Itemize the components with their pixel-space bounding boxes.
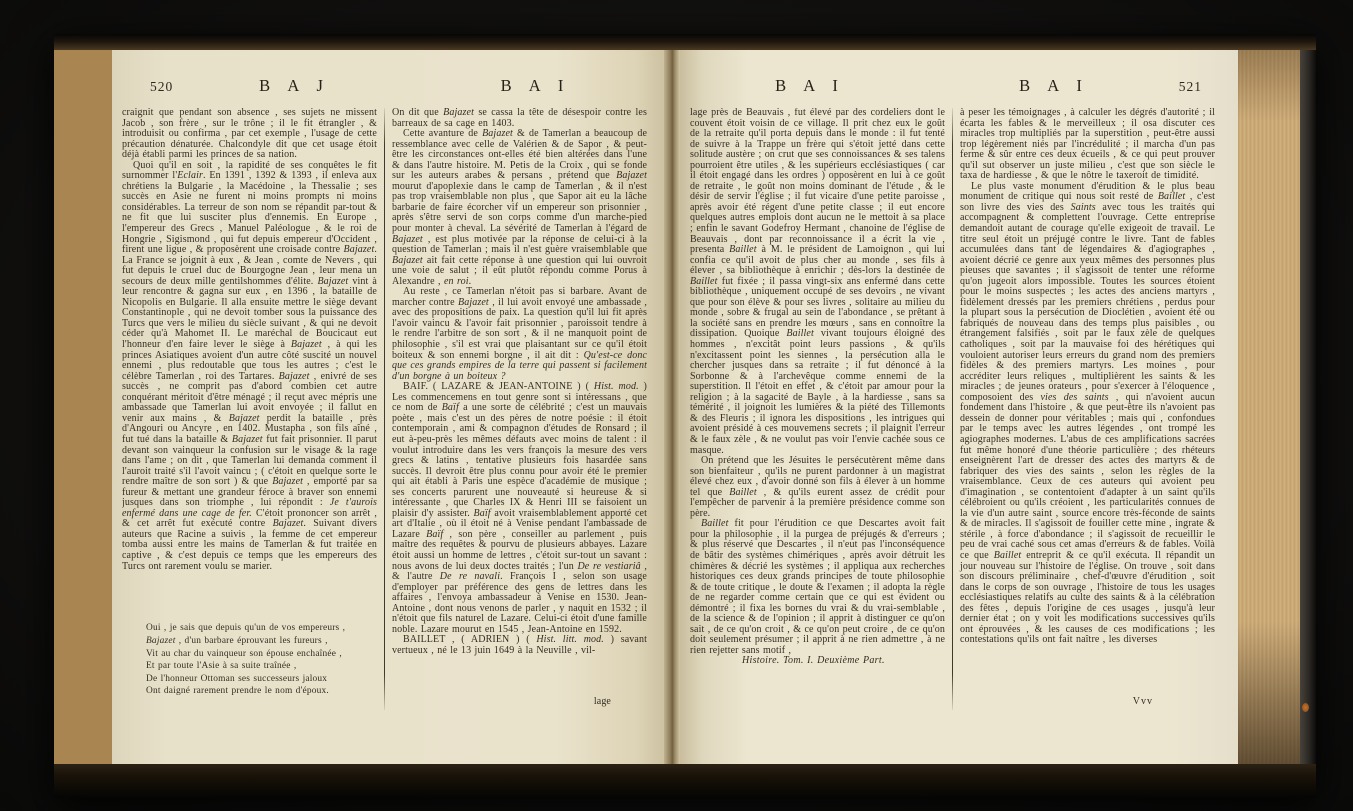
book-gutter: [664, 50, 680, 764]
verse-quotation: [122, 622, 377, 698]
running-head-bai: B A I: [500, 76, 571, 95]
text-columns: [122, 108, 654, 710]
running-head-bai-left: B A I: [775, 76, 845, 95]
column-2: [953, 108, 1215, 710]
verse-line: Et par toute l'Asie à sa suite traînée ,: [146, 661, 297, 672]
paragraph: BAIF. ( LAZARE & JEAN-ANTOINE ) ( Hist. mod. ) Les commencemens en tout genre sont si intéressans , que ce nom de Baïf a une sorte de célébrité ; c'est un mauvais poète , mais c'est un des pères de notre poésie : il étoit contemporain , ami & compagnon d'études de Ronsard ; il eut à-peu-près les mêmes défauts avec moins de talent : il voulut introduire dans les vers françois la mesure des vers grecs & latins , tentative plusieurs fois hasardée sans succès. Il devroit être plus connu pour avoir été le premier qui ait établi à Paris une espèce d'académie de musique ; ses concerts parurent une nouveauté si heureuse & si intéressante , que Charles IX & Henri III se faisoient un plaisir d'y assister. Baïf avoit vraisemblablement apporté cet art d'Italie , où il étoit né à Venise pendant l'ambassade de Lazare Baïf , son père , conseiller au parlement , puis maître des requêtes & pourvu de plusieurs abbayes. Lazare étoit aussi un homme de lettres , c'étoit sur-tout un savant : nous avons de lui deux doctes traités ; l'un De re vestiariâ , & l'autre De re navali. François I , selon son usage d'employer par préférence des gens de lettres dans les affaires , l'envoya ambassadeur à Venise en 1530. Jean-Antoine , dont nous venons de parler , y naquit en 1532 ; il n'étoit que fils naturel de Lazare. Celui-ci étoit d'une famille noble. Lazare mourut en 1545 , Jean-Antoine en 1592.: [392, 381, 647, 635]
verse-line: Oui , je sais que depuis qu'un de vos empereurs ,: [146, 623, 346, 634]
verse-line: Vit au char du vainqueur son épouse enchaînée ,: [146, 648, 342, 659]
book-top-cover-edge: [54, 34, 1316, 50]
paragraph: On dit que Bajazet se cassa la tête de désespoir contre les barreaux de sa cage en 1403.: [392, 108, 647, 129]
running-head-baj: B A J: [259, 76, 330, 95]
back-cover-edge: [1300, 50, 1316, 764]
gathering-signature: Vvv: [1132, 696, 1153, 707]
paragraph: Le plus vaste monument d'érudition & le plus beau monument de critique qui nous soit resté de Baillet , c'est son livre des vies des Saints avec tous les traités qui accompagnent & complettent l'ouvrage. Cette entreprise demandoit autant de courage qu'elle exigeoit de travail. Le titre seul étoit un préjugé contre le livre. Tant de fables accumulées dans tant de légendaires & d'agiographes , avoient décrié ce genre aux yeux mêmes des personnes plus pieuses que savantes ; il s'agissoit de tenter une réforme qu'on jugeoit alors impossible. Toutes les sources étoient pour le moins suspectes ; les actes des anciens martyrs , fidèlement dressés par les premiers chrétiens , perdus pour la plupart sous la persécution de Dioclétien , avoient été ou fabriqués de nouveau dans des temps plus paisibles , ou étrangement falsifiés , soit par le faux zèle de quelques catholiques , soit par la mauvaise foi des hérétiques qui vouloient autoriser leurs erreurs du grand nom des premiers fidèles & des premiers martyrs. Les moines , pour accréditer leurs reliques , multiplièrent les saints & les miracles ; de jeunes orateurs , pour s'exercer à l'éloquence , composoient des vies des saints , qui n'avoient aucun fondement dans l'histoire , & que peut-être ils n'avoient pas dessein de donner pour véritables ; mais qui , confondues par le temps avec les autres légendes , ont trompé les agiographes modernes. L'abus de ces amplifications sacrées fut même honoré d'une théorie particulière ; des rhéteurs enseignèrent l'art de dresser des actes des martyrs & de fabriquer des vies des saints , selon les règles de la vraisemblance. Ceux de ces auteurs qui avoient peu d'imagination , se contentoient d'adapter à un saint qu'ils célébroient ou qu'ils créoient , les particularités connues de la vie d'un autre saint , source encore très-féconde de saints & de miracles. Il s'agissoit de fouiller cette mine , ingrate & stérile , à force d'abondance ; il s'agissoit de recueillir le peu de vrai caché sous cet amas d'erreurs & de fables. Voilà ce que Baillet entreprit & ce qu'il exécuta. Il répandit un jour nouveau sur l'histoire de l'église. On trouve , soit dans son discours préliminaire , chef-d'œuvre d'érudition , soit dans le corps de son ouvrage , l'histoire de tous les usages ecclésiastiques relatifs au culte des saints & à la célébration des fêtes , depuis l'origine de ces usages , jusqu'à leur dernier état ; on y voit les modifications successives qu'ils ont éprouvées , & les causes de ces modifications ; les contestations qu'ils ont fait naître , les diverses: [960, 180, 1215, 646]
paragraph: Au reste , ce Tamerlan n'étoit pas si barbare. Avant de marcher contre Bajazet , il lui avoit envoyé une ambassade , avec des propositions de paix. La question qu'il lui fit après l'avoir vaincu & l'avoir fait prisonnier , paroissoit tendre à le rendre l'arbitre de son sort , & il ne manquoit point de philosophie , s'il est vrai que plaisantant sur ce qu'il étoit boiteux & son ennemi borgne , il ait dit : Qu'est-ce donc que ces grands empires de la terre qui passent si facilement d'un borgne à un boiteux ?: [392, 286, 647, 382]
page-520: [112, 50, 664, 764]
running-head-bai-right: B A I: [1019, 76, 1089, 95]
catchword: lage: [593, 696, 611, 707]
book-bottom-shadow: [54, 764, 1316, 798]
column-text: [690, 108, 945, 667]
left-page-stack-fore-edge: [54, 50, 112, 764]
binding-speck: [1302, 703, 1309, 712]
running-head-row: [122, 76, 654, 106]
paragraph: Cette avanture de Bajazet & de Tamerlan a beaucoup de ressemblance avec celle de Valérien & de Sapor , & peut-être les circonstances ont-elles été bien altérées dans l'une & dans l'autre histoire. M. Petis de la Croix , qui se fonde sur les auteurs arabes & persans , prétend que Bajazet mourut d'apoplexie dans le camp de Tamerlan , & il n'est pas trop vraisemblable non plus , que Sapor ait eu la lâche barbarie de faire écorcher vif un empereur son prisonnier , après s'être servi de son corps comme d'un marche-pied pour monter à cheval. La sévérité de Tamerlan à l'égard de Bajazet , est plus motivée par la réponse de celui-ci à la question de Tamerlan ; mais il n'est guère vraisemblable que Bajazet ait fait cette réponse à une question qui lui ouvroit une voie de salut ; il eût plutôt répondu comme Porus à Alexandre , en roi.: [392, 128, 647, 287]
paragraph: Histoire. Tom. I. Deuxième Part.: [742, 655, 885, 667]
paragraph: lage près de Beauvais , fut élevé par des cordeliers dont le couvent étoit voisin de ce village. Il prit chez eux le goût de la retraite qu'il porta depuis dans le monde : il fut tenté de suivre à la Trappe un frère qui s'étoit jetté dans cette solitude austère ; on crut que ses connoissances & ses talens pourroient être utiles , & les supérieurs ecclésiastiques ( car il étoit engagé dans les ordres ) opposèrent en lui à ce goût de retraite , le goût non moins dominant de l'étude , & le désir de servir l'église ; il fut vicaire d'une petite paroisse , après avoir été régent d'une petite classe ; il eut encore quelques autres emplois dont aucun ne le mettoit à sa place ; enfin le savant Godefroy Hermant , chanoine de l'église de Beauvais , dont par reconnoissance il a écrit la vie , presenta Baillet à M. le président de Lamoignon , qui lui confia ce qu'il avoit de plus cher au monde , ses fils à élever , sa bibliothèque à enrichir ; dès-lors la destinée de Baillet fut fixée ; il passa vingt-six ans enfermé dans cette bibliothèque , uniquement occupé de ses devoirs , ne vivant que pour son élève & pour ses livres , solitaire au milieu du monde , sobre & frugal au sein de l'abondance , se prêtant à la société sans en prendre les mœurs , sans en connoître la dissipation. Quoique Baillet vivant toujours éloigné des hommes , n'excitât point leurs passions , & qu'ils n'excitassent point les siennes , la persécution alla le chercher jusques dans sa retraite ; il fut dénoncé à la Sorbonne & à l'archevêque comme ennemi de la superstition. Il l'étoit en effet , & c'étoit par amour pour la religion ; à la sagacité de Bayle , à la hardiesse , sans sa témérité , il joignoit les lumières & la piété des Tillemonts & des Fleuris ; il ignora les dispositions , les intrigues qui avoient présidé à ces mouvemens secrets ; il plaignit l'erreur & le faux zèle , & ne voulut pas voir l'envie cachée sous ce masque.: [690, 108, 945, 456]
column-text: [392, 108, 647, 656]
verse-line: Ont daigné rarement prendre le nom d'époux.: [146, 686, 329, 697]
paragraph: BAILLET , ( ADRIEN ) ( Hist. litt. mod. ) savant vertueux , né le 13 juin 1649 à la Neuville , vil-: [392, 634, 647, 656]
text-columns: [690, 108, 1228, 710]
page-521: [680, 50, 1238, 764]
right-page-stack-fore-edge: [1238, 50, 1300, 764]
column-2: [385, 108, 647, 710]
running-head-row: [690, 76, 1228, 106]
column-text: [122, 108, 377, 572]
paragraph: craignit que pendant son absence , ses sujets ne missent Jacob , son frère , sur le trône ; il le fit étrangler , & introduisit ou confirma , par cet exemple , l'usage de cette précaution dénaturée. Chalcondyle dit que cet usage étoit déjà établi parmi les princes de sa nation.: [122, 108, 377, 161]
paragraph: On prétend que les Jésuites le persécutèrent même dans son bienfaiteur , qu'ils ne purent pardonner à un magistrat élevé chez eux , d'avoir donné son fils à élever à un homme tel que Baillet , & qu'ils eurent assez de crédit pour l'empêcher de parvenir à la première présidence comme son père.: [690, 455, 945, 519]
open-book: [54, 34, 1316, 798]
column-text: [960, 108, 1215, 646]
column-1: [122, 108, 384, 710]
paragraph: à peser les témoignages , à calculer les dégrés d'autorité ; il écarta les fables & le merveilleux ; il osa discuter ces miracles trop multipliés par la superstition , peut-être aussi trop légèrement niés par l'incrédulité ; il marcha d'un pas ferme & sûr entre ces deux écueils , & ce qui peut prouver qu'il sut observer un juste milieu , c'est que son siècle le taxa de hardiesse , & que le nôtre le taxeroit de timidité.: [960, 108, 1215, 182]
page-number: 520: [150, 79, 174, 94]
book-spread: [54, 50, 1316, 764]
page-number: 521: [1178, 79, 1202, 94]
verse-line: Bajazet , d'un barbare éprouvant les fureurs ,: [146, 636, 328, 647]
verse-line: De l'honneur Ottoman ses successeurs jaloux: [146, 673, 328, 684]
paragraph: Quoi qu'il en soit , la rapidité de ses conquêtes le fit surnommer l'Eclair. En 1391 , 1392 & 1393 , il enleva aux chrétiens la Bulgarie , la Macédoine , la Thessalie ; ses succès en Asie ne furent ni moins prompts ni moins considérables. La terreur de son nom se répandit par-tout & ne fit que lui susciter plus d'ennemis. En Europe , l'empereur des Grecs , Manuel Paléologue , & le roi de Hongrie , Sigismond , qui fut depuis empereur d'Occident , firent une ligue , & proposèrent une croisade contre Bajazet. La France se joignit à eux , & Jean , comte de Nevers , qui fut depuis le cruel duc de Bourgogne Jean , leur mena un secours de deux mille gentilshommes d'élite. Bajazet vint à leur rencontre & gagna sur eux , en 1396 , la bataille de Nicopolis en Bulgarie. Il alla ensuite mettre le siège devant Constantinople , qui ne devoit tomber sous la puissance des Turcs que vers le milieu du siècle suivant , & qui ne devoit céder qu'à Mahomet II. Le maréchal de Boucicaut eut l'honneur d'en faire lever le siège à Bajazet , à qui les princes Asiatiques avoient d'un autre côté suscité un nouvel ennemi , plus redoutable que tous les autres ; c'est le célèbre Tamerlan , roi des Tartares. Bajazet , enivré de ses succès , ne comprit pas d'abord combien cet autre conquérant méritoit d'être ménagé ; il reçut avec mépris une ambassade que Tamerlan lui avoit envoyée ; il fallut en venir aux mains , & Bajazet perdit la bataille , près d'Angouri ou Ancyre , en 1402. Mustapha , son fils aîné , fut tué dans la bataille & Bajazet fut fait prisonnier. Il parut devant son vainqueur la confusion sur le visage & la rage dans l'ame ; on dit , que Tamerlan lui demanda comment il l'auroit traité s'il l'avoit vaincu ; ( c'étoit en quelque sorte le rendre maître de son sort ) & que Bajazet , emporté par sa fureur & mettant une grandeur féroce à braver son ennemi jusques dans son triomphe , lui répondit : Je t'aurois enfermé dans une cage de fer. C'étoit prononcer son arrêt , & cet arrêt fut exécuté contre Bajazet. Suivant divers auteurs que Racine a suivis , la femme de cet empereur tomba aussi entre les mains de Tamerlan & fut traitée en captive , & c'est depuis ce temps que les empereurs des Turcs ont rarement voulu se marier.: [122, 159, 378, 572]
paragraph: Baillet fit pour l'érudition ce que Descartes avoit fait pour la philosophie , il la purgea de préjugés & d'erreurs ; & plus réservé que Descartes , il n'eut pas l'inconséquence de bâtir des systèmes chimériques , après avoir détruit les chimères & décrié les systèmes ; il appliqua aux recherches historiques ces deux grands principes de toute philosophie & de toute critique , le doute & l'examen ; il adopta la règle de ne regarder comme certain que ce qui est évident ou démontré ; il fixa les bornes du vrai & du vrai-semblable , de la science & de l'opinion ; il apprit à distinguer ce qu'on sait , de ce qu'on croit , & ce qu'on peut croire , de ce qu'on doit seulement présumer ; il apprit à ne rien admettre , à ne rien rejetter sans motif ,: [690, 518, 945, 656]
column-1: [690, 108, 952, 710]
